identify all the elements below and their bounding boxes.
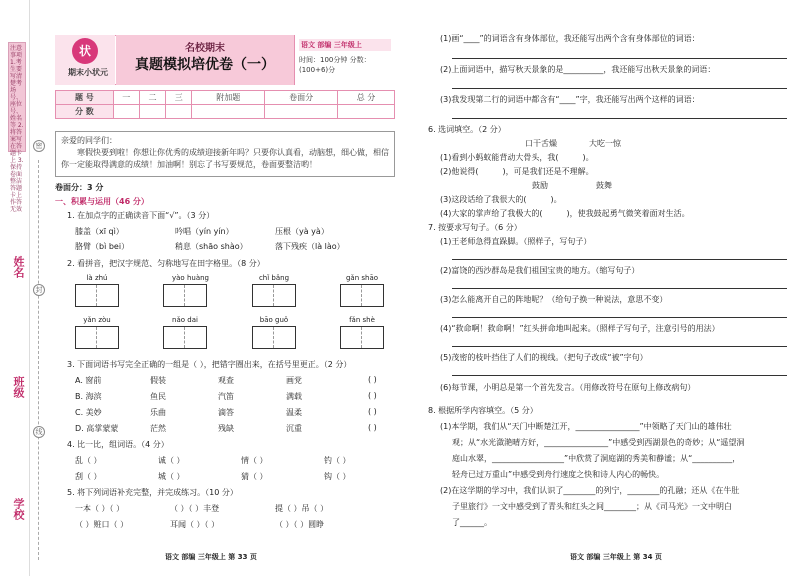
fill-text: 轻舟已过万重山”中感受到舟行速度之快和诗人内心的畅快。	[452, 470, 665, 479]
pinyin: yào huàng	[172, 274, 209, 282]
score-input[interactable]	[265, 105, 338, 119]
fill-item[interactable]: 一本（ ）（ ）	[75, 504, 125, 513]
exam-info	[294, 35, 395, 85]
fill-item[interactable]: （ ）（ ）丰登	[170, 504, 220, 513]
option-text: 稍息（shāo shào）	[175, 242, 248, 251]
fill-item[interactable]: 耳闻（ ）（ ）	[170, 520, 220, 529]
answer-line[interactable]	[452, 259, 787, 260]
fill-item[interactable]: 城（ ）	[158, 472, 185, 481]
fill-item[interactable]: 猜（ ）	[241, 472, 268, 481]
seal-mark: 线	[33, 426, 45, 438]
score-input[interactable]	[113, 105, 139, 119]
pinyin: yǎn zòu	[83, 316, 111, 324]
fill-text[interactable]: 了______。	[452, 518, 492, 527]
seal-mark: 封	[33, 284, 45, 296]
fill-item[interactable]: 情（ ）	[241, 456, 268, 465]
table-cell: 二	[139, 91, 165, 105]
question: 4. 比一比，组词语。（4 分）	[67, 440, 169, 449]
question: 6. 选词填空。（2 分）	[428, 125, 506, 134]
question: (4)大家的掌声给了我极大的( )，使我鼓起勇气微笑着面对生活。	[440, 209, 690, 218]
notice-box: 注意事项 1.考生要写清楚考场号、座位号、姓名等 2.将答案写在答题卡上 3.保持卷面整洁 答题卡上作答无效	[8, 42, 26, 152]
question: 8. 根据所学内容填空。（5 分）	[428, 406, 538, 415]
answer-line[interactable]	[452, 317, 787, 318]
option-text: 沉重	[286, 424, 302, 433]
answer-line[interactable]	[452, 346, 787, 347]
answer-paren[interactable]: ( )	[368, 423, 377, 432]
question: 3. 下面词语书写完全正确的一组是（ ），把错字圈出来，在括号里更正。（2 分）	[67, 360, 352, 369]
table-cell: 总 分	[338, 91, 395, 105]
answer-line[interactable]	[452, 118, 787, 119]
score-input[interactable]	[139, 105, 165, 119]
seal-mark: 密	[33, 140, 45, 152]
subtitle: 名校期末	[185, 43, 225, 54]
question: (2)上面词语中，描写秋天景象的是__________，我还能写出秋天景象的词语：	[440, 65, 716, 74]
class-label: 班级	[12, 376, 25, 398]
fill-text[interactable]: 庭山水翠，__________________”中欣赏了洞庭湖的秀美和静谧；从“__________，	[452, 454, 741, 463]
answer-line[interactable]	[452, 88, 787, 89]
score-input[interactable]	[192, 105, 265, 119]
option-text: 温柔	[286, 408, 302, 417]
table-cell: 题 号	[56, 91, 114, 105]
fill-item[interactable]: 钩（ ）	[324, 472, 351, 481]
greeting-notice: 亲爱的同学们： 寒假快要到啦！你想让你优秀的成绩迎接新年吗？只要你认真看，动脑想，细心做，相信你一定能取得满意的成绩！加油啊！别忘了书写要规范，卷面要整洁哟！	[55, 131, 395, 177]
question: (4)“救命啊！救命啊！”红头拼命地叫起来。（照样子写句子，注意引号的用法）	[440, 324, 720, 333]
logo: 状	[72, 38, 98, 64]
question: (6)每节课，小明总是第一个首先发言。（用修改符号在原句上修改病句）	[440, 383, 696, 392]
writing-grid[interactable]	[252, 326, 296, 349]
writing-grid[interactable]	[340, 284, 384, 307]
word-bank: 鼓励 鼓舞	[532, 181, 612, 190]
fill-item[interactable]: 诚（ ）	[158, 456, 185, 465]
answer-paren[interactable]: ( )	[368, 391, 377, 400]
fill-item[interactable]: 乱（ ）	[75, 456, 102, 465]
pinyin: fǎn shè	[349, 316, 375, 324]
answer-line[interactable]	[452, 58, 787, 59]
score-input[interactable]	[166, 105, 192, 119]
table-cell: 三	[166, 91, 192, 105]
question: (2)富饶的西沙群岛是我们祖国宝贵的地方。（缩写句子）	[440, 266, 640, 275]
score-input[interactable]	[338, 105, 395, 119]
option-text: 满载	[286, 392, 302, 401]
option-text: A. 窗前	[75, 376, 102, 385]
fill-text[interactable]: 观；从“水光潋滟晴方好，________________”中感受到西湖景色的奇妙；从“遥望洞	[452, 438, 745, 447]
question: 7. 按要求写句子。（6 分）	[428, 223, 522, 232]
option-text: 落下残疾（là lào）	[275, 242, 345, 251]
time-info: 时间：100分钟 分数：(100+6)分	[299, 56, 371, 74]
question: (1)王老师急得直跺脚。（照样子，写句子）	[440, 237, 592, 246]
option-text: 鱼民	[150, 392, 166, 401]
table-cell: 卷面分	[265, 91, 338, 105]
pinyin: là zhú	[86, 274, 108, 282]
fill-item[interactable]: 钓（ ）	[324, 456, 351, 465]
fill-text[interactable]: (2)在这学期的学习中，我们认识了________的列宁，________的孔融；还从《在牛肚	[440, 486, 740, 495]
fill-text[interactable]: 子里旅行》一文中感受到了青头和红头之间________；从《司马光》一文中明白	[452, 502, 732, 511]
question: 5. 将下列词语补充完整，并完成练习。（10 分）	[67, 488, 238, 497]
pinyin: bāo guǒ	[259, 316, 289, 324]
question: 2. 看拼音，把汉字规范、匀称地写在田字格里。（8 分）	[67, 259, 265, 268]
fill-item[interactable]: （ ）（ ）圆睁	[275, 520, 325, 529]
school-label: 学校	[12, 498, 25, 520]
option-text: 假装	[150, 376, 166, 385]
option-text: 吟唱（yín yín）	[175, 227, 234, 236]
option-text: 残缺	[218, 424, 234, 433]
writing-grid[interactable]	[75, 284, 119, 307]
page-title: 真题模拟培优卷（一）	[135, 57, 275, 73]
question: (2)他说得( )，可是我们还是不理解。	[440, 167, 594, 176]
fill-item[interactable]: （ ）赃口（ ）	[75, 520, 129, 529]
question: (3)我发现第二行的词语中都含有“____”字，我还能写出两个这样的词语：	[440, 95, 700, 104]
answer-line[interactable]	[452, 288, 787, 289]
section-title: 一、积累与运用（46 分）	[55, 197, 149, 206]
option-text: 膝盖（xī qì）	[75, 227, 124, 236]
option-text: 画党	[286, 376, 302, 385]
table-cell: 分 数	[56, 105, 114, 119]
question: (1)画“____”的词语含有身体部位，我还能写出两个含有身体部位的词语：	[440, 34, 700, 43]
table-cell: 附加题	[192, 91, 265, 105]
word-bank: 口干舌燥 大吃一惊	[525, 139, 621, 148]
question: (5)茂密的枝叶挡住了人们的视线。（把句子改成“被”字句）	[440, 353, 648, 362]
option-text: 胳臂（bì bei）	[75, 242, 130, 251]
score-table	[55, 90, 395, 119]
option-text: 压根（yà yà）	[275, 227, 329, 236]
option-text: 观查	[218, 376, 234, 385]
page-footer: 语文 部编 三年级上 第 33 页	[165, 553, 257, 561]
fill-text[interactable]: (1)本学期，我们从“天门中断楚江开，________________”中领略了天门山的雄伟壮	[440, 422, 732, 431]
question: (3)怎么能离开自己的阵地呢？（给句子换一种说法，意思不变）	[440, 295, 668, 304]
fill-item[interactable]: 提（ ）吊（ ）	[275, 504, 329, 513]
option-text: 汽笛	[218, 392, 234, 401]
writing-grid[interactable]	[163, 284, 207, 307]
answer-paren[interactable]: ( )	[368, 375, 377, 384]
option-text: 乐曲	[150, 408, 166, 417]
pinyin: gǎn shāo	[345, 274, 379, 282]
question: (1)看到小蚂蚁能背动大骨头，我( )。	[440, 153, 594, 162]
seal-line	[38, 160, 39, 560]
name-label: 姓名	[12, 256, 25, 278]
option-text: B. 海滨	[75, 392, 102, 401]
page-footer: 语文 部编 三年级上 第 34 页	[570, 553, 662, 561]
pinyin: nǎo dai	[172, 316, 198, 324]
option-text: 滴答	[218, 408, 234, 417]
question: (3)这段话给了我很大的( )。	[440, 195, 562, 204]
option-text: D. 高掌蒙蒙	[75, 424, 119, 433]
neat-score: 卷面分：3 分	[55, 183, 104, 192]
writing-grid[interactable]	[163, 326, 207, 349]
subject-info: 语文 部编 三年级上	[299, 39, 391, 51]
question: 1. 在加点字的正确读音下面“√”。（3 分）	[67, 211, 215, 220]
brand-name: 期末小状元	[68, 68, 108, 77]
writing-grid[interactable]	[340, 326, 384, 349]
writing-grid[interactable]	[75, 326, 119, 349]
pinyin: chǐ bǎng	[258, 274, 290, 282]
table-cell: 一	[113, 91, 139, 105]
answer-paren[interactable]: ( )	[368, 407, 377, 416]
option-text: C. 美妙	[75, 408, 102, 417]
fill-item[interactable]: 刮（ ）	[75, 472, 102, 481]
answer-line[interactable]	[452, 375, 787, 376]
option-text: 茫然	[150, 424, 166, 433]
writing-grid[interactable]	[252, 284, 296, 307]
